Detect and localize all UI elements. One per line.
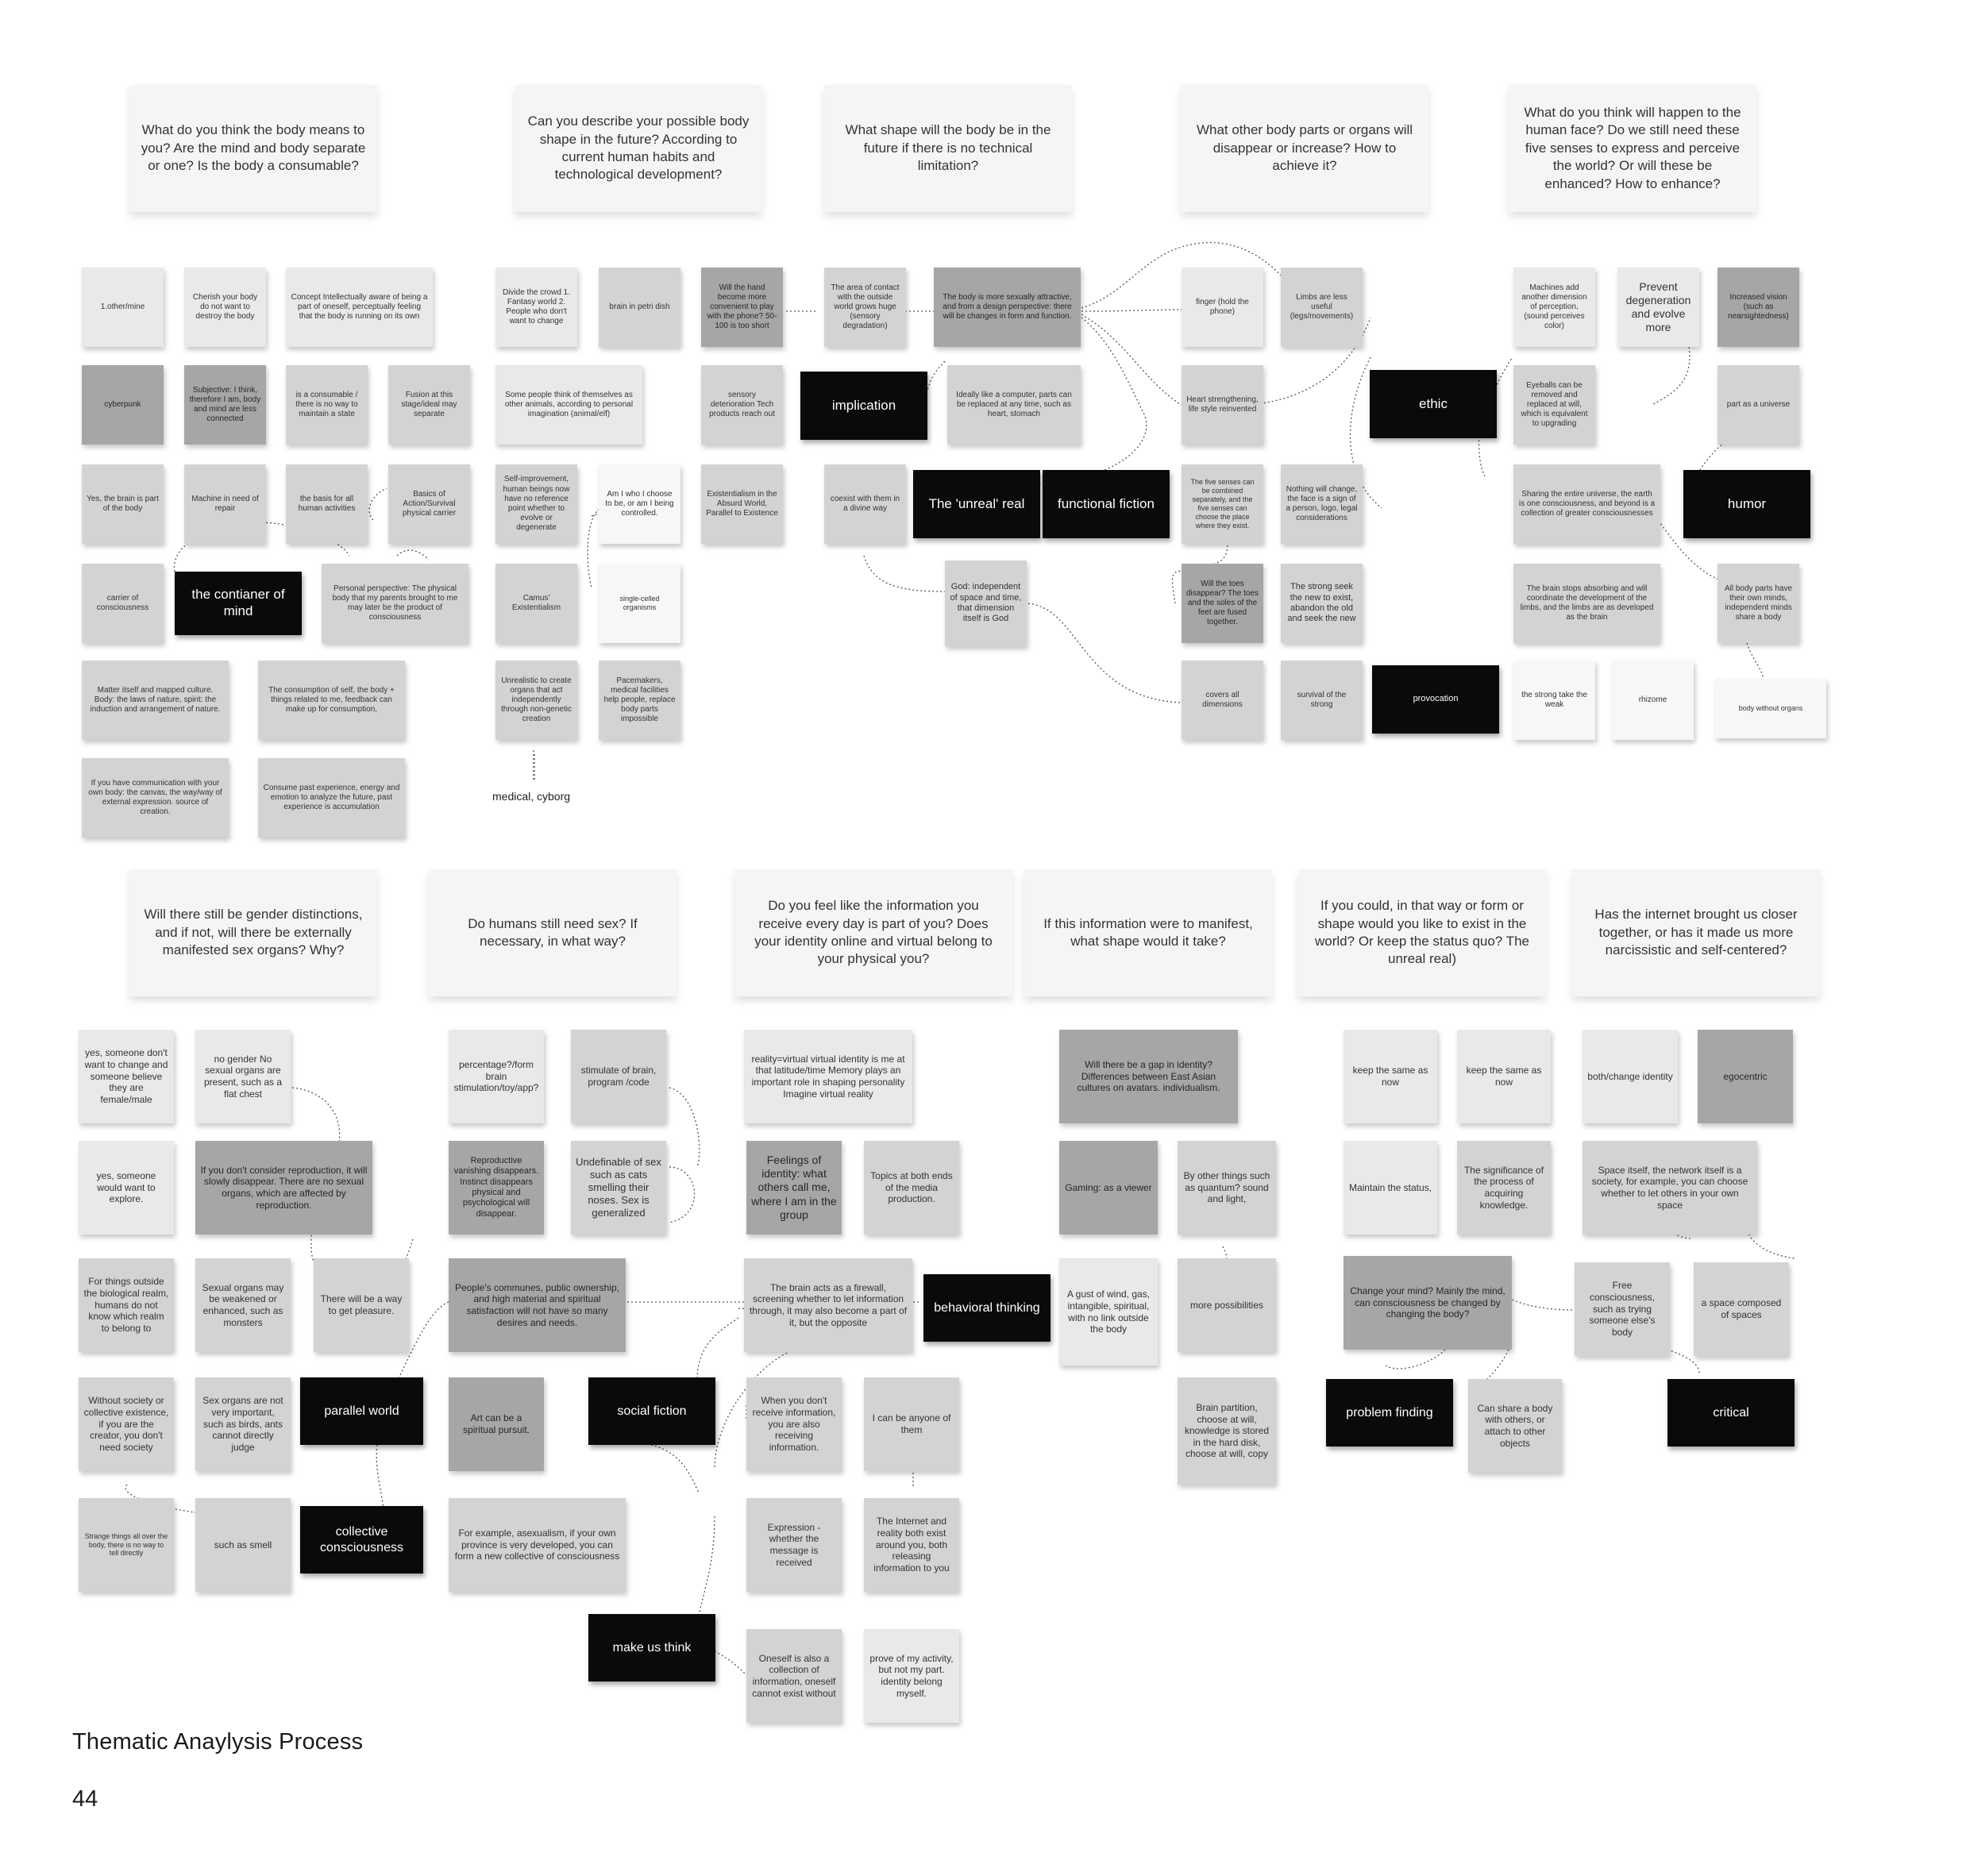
sticky-note: Divide the crowd 1. Fantasy world 2. People who don't want to change xyxy=(495,268,577,347)
sticky-note: Undefinable of sex such as cats smelling their noses. Sex is generalized xyxy=(571,1141,666,1235)
question-card: What shape will the body be in the future if there is no technical limitation? xyxy=(824,85,1072,212)
sticky-note: Some people think of themselves as other animals, according to personal imagination (animal/elf) xyxy=(495,365,642,445)
sticky-note: Free consciousness, such as trying someone else's body xyxy=(1575,1262,1670,1356)
connector-line xyxy=(864,556,945,591)
sticky-note: both/change identity xyxy=(1583,1030,1678,1123)
sticky-note: Eyeballs can be removed and replaced at will, which is equivalent to upgrading xyxy=(1513,365,1595,445)
sticky-note: is a consumable / there is no way to maintain a state xyxy=(286,365,368,445)
sticky-note: Fusion at this stage/ideal may separate xyxy=(388,365,470,445)
page-number: 44 xyxy=(72,1786,98,1812)
sticky-note: The brain stops absorbing and will coordinate the development of the limbs, and the limbs are as developed as the brain xyxy=(1513,564,1660,643)
theme-card: provocation xyxy=(1372,665,1499,734)
sticky-note: Heart strengthening, life style reinvented xyxy=(1182,365,1263,445)
theme-card: The 'unreal' real xyxy=(913,470,1040,538)
theme-card: critical xyxy=(1667,1379,1795,1446)
sticky-note: the strong take the weak xyxy=(1513,661,1595,740)
sticky-note: Space itself, the network itself is a society, for example, you can choose whether to let others in your own space xyxy=(1583,1141,1757,1235)
sticky-note: 1.other/mine xyxy=(82,268,164,347)
sticky-note: Will the toes disappear? The toes and the soles of the feet are fused together. xyxy=(1182,564,1263,643)
sticky-note: finger (hold the phone) xyxy=(1182,268,1263,347)
sticky-note: Reproductive vanishing disappears. Instinct disappears physical and psychological will disappear. xyxy=(449,1141,544,1235)
sticky-note: reality=virtual virtual identity is me at that latitude/time Memory plays an important role in shaping personality Imagine virtual reality xyxy=(744,1030,912,1123)
sticky-note: coexist with them in a divine way xyxy=(824,464,906,544)
sticky-note: Without society or collective existence, if you are the creator, you don't need society xyxy=(79,1377,174,1471)
sticky-note: Maintain the status, xyxy=(1344,1141,1437,1235)
theme-card: collective consciousness xyxy=(300,1506,423,1574)
sticky-note: Increased vision (such as nearsightedness) xyxy=(1717,268,1799,347)
sticky-note: The consumption of self, the body + things related to me, feedback can make up for consumption, xyxy=(258,661,405,740)
sticky-note: Sex organs are not very important, such as birds, ants cannot directly judge xyxy=(195,1377,291,1471)
sticky-note: stimulate of brain, program /code xyxy=(571,1030,666,1123)
sticky-note: A gust of wind, gas, intangible, spiritual, with no link outside the body xyxy=(1059,1258,1158,1366)
sticky-note: Will there be a gap in identity? Differences between East Asian cultures on avatars. individualism. xyxy=(1059,1030,1238,1123)
connector-line xyxy=(1223,1246,1227,1258)
sticky-note: Feelings of identity: what others call me, where I am in the group xyxy=(746,1141,842,1235)
sticky-note: Personal perspective: The physical body that my parents brought to me may later be the product of consciousness xyxy=(322,564,468,643)
sticky-note: keep the same as now xyxy=(1457,1030,1551,1123)
sticky-note: Topics at both ends of the media production. xyxy=(864,1141,959,1235)
sticky-note: By other things such as quantum? sound and light, xyxy=(1178,1141,1276,1235)
sticky-note: Oneself is also a collection of information, oneself cannot exist without xyxy=(746,1629,842,1723)
sticky-note: Subjective: I think, therefore I am, body and mind are less connected xyxy=(184,365,266,445)
theme-card: problem finding xyxy=(1326,1379,1453,1446)
connector-line xyxy=(1024,603,1182,703)
sticky-note: Limbs are less useful (legs/movements) xyxy=(1281,268,1363,347)
sticky-note: For example, asexualism, if your own province is very developed, you can form a new collective of consciousness xyxy=(449,1498,626,1592)
sticky-note: There will be a way to get pleasure. xyxy=(314,1258,409,1352)
sticky-note: Am I who I choose to be, or am I being controlled. xyxy=(599,464,680,544)
connector-line xyxy=(651,1445,699,1493)
theme-card: ethic xyxy=(1370,370,1497,438)
sticky-note: Cherish your body do not want to destroy the body xyxy=(184,268,266,347)
sticky-note: a space composed of spaces xyxy=(1694,1262,1789,1356)
sticky-note: The strong seek the new to exist, abandon the old and seek the new xyxy=(1281,564,1363,643)
sticky-note: Gaming: as a viewer xyxy=(1059,1141,1158,1235)
sticky-note: survival of the strong xyxy=(1281,661,1363,740)
sticky-note: The body is more sexually attractive, and from a design perspective: there will be changes in form and function. xyxy=(934,268,1081,347)
theme-card: social fiction xyxy=(588,1377,715,1445)
sticky-note: keep the same as now xyxy=(1344,1030,1437,1123)
sticky-note: Can share a body with others, or attach to other objects xyxy=(1468,1379,1562,1473)
sticky-note: The significance of the process of acquiring knowledge. xyxy=(1457,1141,1551,1235)
sticky-note: Self-improvement, human beings now have no reference point whether to evolve or degenerate xyxy=(495,464,577,544)
question-card: What do you think will happen to the human face? Do we still need these five senses to express and perceive the world? Or will these be enhanced? How to enhance? xyxy=(1509,85,1756,212)
sticky-note: Basics of Action/Survival physical carrier xyxy=(388,464,470,544)
theme-card: behavioral thinking xyxy=(923,1274,1051,1342)
sticky-note: rhizome xyxy=(1612,661,1694,740)
tag-label: medical, cyborg xyxy=(492,790,571,803)
sticky-note: Art can be a spiritual pursuit. xyxy=(449,1377,544,1471)
sticky-note: Ideally like a computer, parts can be replaced at any time, such as heart, stomach xyxy=(947,365,1081,445)
sticky-note: If you don't consider reproduction, it will slowly disappear. There are no sexual organs, which are affected by reproduction. xyxy=(195,1141,372,1235)
sticky-note: The five senses can be combined separately, and the five senses can choose the place where they exist. xyxy=(1182,464,1263,544)
connector-line xyxy=(1386,1350,1445,1369)
sticky-note: Camus' Existentialism xyxy=(495,564,577,643)
question-card: What do you think the body means to you? Are the mind and body separate or one? Is the body a consumable? xyxy=(129,85,377,212)
sticky-note: percentage?/form brain stimulation/toy/app? xyxy=(449,1030,544,1123)
sticky-note: single-celled organisms xyxy=(599,564,680,643)
connector-line xyxy=(669,1167,695,1223)
sticky-note: sensory deterioration Tech products reach out xyxy=(701,365,783,445)
question-card: Can you describe your possible body shape in the future? According to current human habits and technological development? xyxy=(515,85,762,212)
question-card: Has the internet brought us closer together, or has it made us more narcissistic and self-centered? xyxy=(1572,869,1820,996)
sticky-note: Yes, the brain is part of the body xyxy=(82,464,164,544)
sticky-note: For things outside the biological realm, humans do not know which realm to belong to xyxy=(79,1258,174,1352)
sticky-note: All body parts have their own minds, independent minds share a body xyxy=(1717,564,1799,643)
sticky-note: Brain partition, choose at will, knowledge is stored in the hard disk, choose at will, copy xyxy=(1178,1377,1276,1485)
theme-card: functional fiction xyxy=(1043,470,1170,538)
sticky-note: Nothing will change, the face is a sign of a person, logo, legal considerations xyxy=(1281,464,1363,544)
sticky-note: People's communes, public ownership, and high material and spiritual satisfaction will not have so many desires and needs. xyxy=(449,1258,626,1352)
sticky-note: brain in petri dish xyxy=(599,268,680,347)
connector-line xyxy=(1081,314,1182,405)
sticky-note: no gender No sexual organs are present, such as a flat chest xyxy=(195,1030,291,1123)
sticky-note: The Internet and reality both exist around you, both releasing information to you xyxy=(864,1498,959,1592)
sticky-note: The area of contact with the outside world grows huge (sensory degradation) xyxy=(824,268,906,347)
sticky-note: Expression - whether the message is received xyxy=(746,1498,842,1592)
connector-line xyxy=(1509,1298,1572,1310)
connector-line xyxy=(1485,1350,1509,1381)
question-card: Do you feel like the information you receive every day is part of you? Does your identity online and virtual belong to your physical you? xyxy=(734,869,1012,996)
theme-card: humor xyxy=(1683,470,1810,538)
connector-line xyxy=(369,488,387,520)
sticky-note: Prevent degeneration and evolve more xyxy=(1617,268,1699,347)
connector-line xyxy=(925,361,945,401)
sticky-note: Machine in need of repair xyxy=(184,464,266,544)
connector-line xyxy=(715,1651,746,1675)
sticky-note: Will the hand become more convenient to play with the phone? 50-100 is too short xyxy=(701,268,783,347)
sticky-note: Concept Intellectually aware of being a part of oneself, perceptually feeling that the body is running on its own xyxy=(286,268,433,347)
theme-card: parallel world xyxy=(300,1377,423,1445)
sticky-note: When you don't receive information, you are also receiving information. xyxy=(746,1377,842,1471)
sticky-note: Strange things all over the body, there is no way to tell directly xyxy=(79,1498,174,1592)
connector-line xyxy=(397,550,429,560)
page-caption: Thematic Anaylysis Process xyxy=(72,1729,364,1755)
question-card: If this information were to manifest, what shape would it take? xyxy=(1024,869,1272,996)
theme-card: make us think xyxy=(588,1614,715,1681)
question-card: If you could, in that way or form or shape would you like to exist in the world? Or keep the status quo? The unreal real) xyxy=(1298,869,1546,996)
sticky-note: covers all dimensions xyxy=(1182,661,1263,740)
sticky-note: Machines add another dimension of perception, (sound perceives color) xyxy=(1513,268,1595,347)
sticky-note: If you have communication with your own body: the canvas, the way/way of external expression. source of creation. xyxy=(82,758,229,838)
sticky-note: Consume past experience, energy and emotion to analyze the future, past experience is accumulation xyxy=(258,758,405,838)
sticky-note: Sexual organs may be weakened or enhanced, such as monsters xyxy=(195,1258,291,1352)
question-card: Do humans still need sex? If necessary, in what way? xyxy=(429,869,677,996)
sticky-note: The brain acts as a firewall, screening whether to let information through, it may also become a part of it, but the opposite xyxy=(744,1258,912,1352)
sticky-note: more possibilities xyxy=(1178,1258,1276,1352)
connector-line xyxy=(1081,310,1182,311)
sticky-note: yes, someone would want to explore. xyxy=(79,1141,174,1235)
sticky-note: Change your mind? Mainly the mind, can consciousness be changed by changing the body? xyxy=(1344,1256,1512,1350)
sticky-note: Matter itself and mapped culture. Body: the laws of nature, spirit: the induction and arrangement of nature. xyxy=(82,661,229,740)
theme-card: implication xyxy=(800,372,927,440)
theme-card: the contianer of mind xyxy=(175,572,302,635)
sticky-note: carrier of consciousness xyxy=(82,564,164,643)
sticky-note: such as smell xyxy=(195,1498,291,1592)
sticky-note: egocentric xyxy=(1698,1030,1793,1123)
sticky-note: body without organs xyxy=(1715,679,1826,738)
sticky-note: Pacemakers, medical facilities help people, replace body parts impossible xyxy=(599,661,680,740)
sticky-note: cyberpunk xyxy=(82,365,164,445)
sticky-note: Sharing the entire universe, the earth is one consciousness, and beyond is a collection of greater consciousnesses xyxy=(1513,464,1660,544)
sticky-note: the basis for all human activities xyxy=(286,464,368,544)
question-card: What other body parts or organs will disappear or increase? How to achieve it? xyxy=(1181,85,1428,212)
connector-line xyxy=(669,1088,700,1167)
sticky-note: Existentialism in the Absurd World, Parallel to Existence xyxy=(701,464,783,544)
sticky-note: part as a universe xyxy=(1717,365,1799,445)
sticky-note: I can be anyone of them xyxy=(864,1377,959,1471)
sticky-note: yes, someone don't want to change and someone believe they are female/male xyxy=(79,1030,174,1123)
question-card: Will there still be gender distinctions, and if not, will there be externally manifested sex organs? Why? xyxy=(129,869,377,996)
sticky-note: Unrealistic to create organs that act independently through non-genetic creation xyxy=(495,661,577,740)
connector-line xyxy=(699,1516,715,1620)
sticky-note: God: independent of space and time, that dimension itself is God xyxy=(945,560,1027,646)
sticky-note: prove of my activity, but not my part. identity belong myself. xyxy=(864,1629,959,1723)
